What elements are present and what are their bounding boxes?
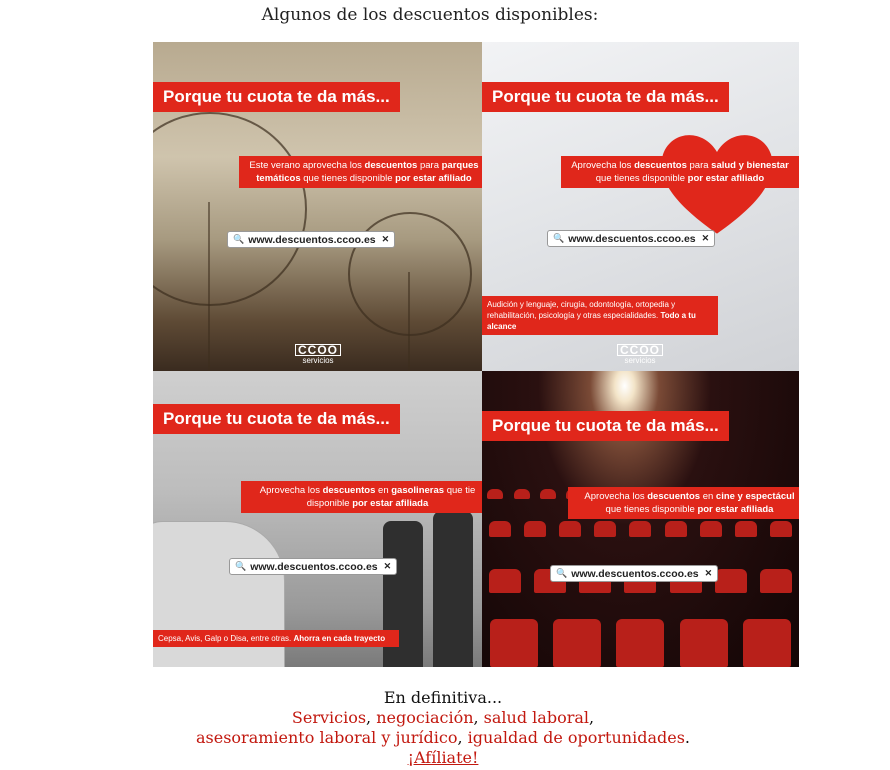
search-icon: 🔍: [233, 234, 245, 244]
close-icon[interactable]: ✕: [701, 233, 710, 243]
search-icon: 🔍: [553, 233, 565, 243]
search-icon: 🔍: [556, 568, 568, 578]
closing-section: [0, 688, 886, 768]
closing-services-line-2: asesoramiento laboral y jurídico, igualdad de oportunidades.: [195, 728, 690, 747]
tile-title: Porque tu cuota te da más...: [153, 404, 400, 434]
url-search-box[interactable]: [227, 231, 395, 248]
url-search-box[interactable]: [550, 565, 718, 582]
search-icon: 🔍: [235, 561, 247, 571]
seat-row: [482, 521, 799, 537]
closing-intro: En definitiva...: [383, 688, 503, 707]
logo-subtitle: servicios: [624, 356, 656, 365]
tile-footer-text: Cepsa, Avis, Galp o Disa, entre otras. Ahorra en cada trayecto: [153, 630, 399, 647]
tile-description: Este verano aprovecha los descuentos para parques temáticos que tienes disponible por estar afiliado: [239, 156, 482, 188]
wheel-support: [408, 272, 410, 371]
tile-title: Porque tu cuota te da más...: [153, 82, 400, 112]
close-icon[interactable]: ✕: [704, 568, 713, 578]
tile-description: Aprovecha los descuentos en gasolineras que tie disponible por estar afiliada: [241, 481, 482, 513]
fuel-pump-shape: [433, 511, 473, 667]
logo-mark: CCOO: [617, 344, 663, 356]
closing-item: Servicios: [291, 708, 367, 727]
discount-grid: [153, 42, 799, 667]
tile-title: Porque tu cuota te da más...: [482, 411, 729, 441]
search-url: www.descuentos.ccoo.es: [250, 560, 378, 573]
tile-description: Aprovecha los descuentos para salud y bienestar que tienes disponible por estar afiliado: [561, 156, 799, 188]
search-url: www.descuentos.ccoo.es: [568, 232, 696, 245]
wheel-support: [208, 202, 210, 371]
discount-tile-fuel[interactable]: [153, 371, 482, 667]
tile-title: Porque tu cuota te da más...: [482, 82, 729, 112]
close-icon[interactable]: ✕: [381, 234, 390, 244]
page-heading: Algunos de los descuentos disponibles:: [261, 5, 599, 25]
affiliate-link[interactable]: ¡Afíliate!: [407, 748, 479, 767]
closing-item: salud laboral: [483, 708, 590, 727]
discount-tile-theme-parks[interactable]: [153, 42, 482, 371]
ccoo-logo: [617, 344, 663, 366]
ferris-wheel-shape: [153, 112, 307, 306]
closing-item: igualdad de oportunidades: [467, 728, 685, 747]
url-search-box[interactable]: [547, 230, 715, 247]
seat-row: [482, 619, 799, 667]
closing-services-line: Servicios, negociación, salud laboral,: [291, 708, 595, 727]
search-url: www.descuentos.ccoo.es: [571, 567, 699, 580]
discount-tile-cinema[interactable]: [482, 371, 799, 667]
logo-subtitle: servicios: [302, 356, 334, 365]
search-url: www.descuentos.ccoo.es: [248, 233, 376, 246]
url-search-box[interactable]: [229, 558, 397, 575]
closing-item: asesoramiento laboral y jurídico: [195, 728, 458, 747]
logo-mark: CCOO: [295, 344, 341, 356]
close-icon[interactable]: ✕: [383, 561, 392, 571]
ccoo-logo: [295, 344, 341, 366]
tile-description: Aprovecha los descuentos en cine y espectácul que tienes disponible por estar afiliada: [568, 487, 799, 519]
closing-item: negociación: [376, 708, 474, 727]
tile-footer-text: Audición y lenguaje, cirugía, odontología, ortopedia y rehabilitación, psicología y otras especialidades. Todo a tu alcance: [482, 296, 718, 335]
discount-tile-health[interactable]: [482, 42, 799, 371]
